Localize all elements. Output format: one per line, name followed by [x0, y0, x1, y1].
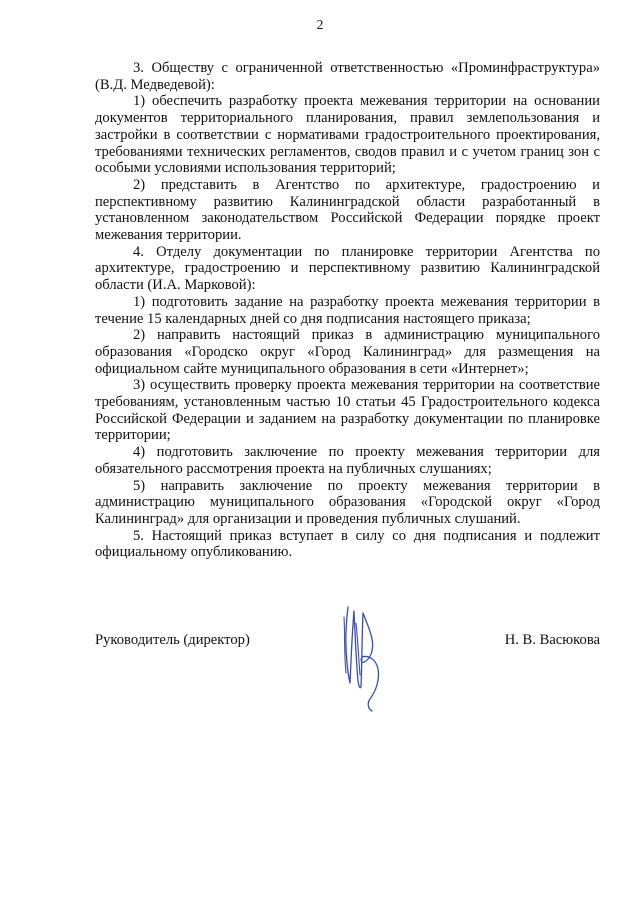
- document-body: [95, 60, 600, 561]
- paragraph-subitem-3-1: 1) обеспечить разработку проекта межевания территории на основании документов территориального планирования, правил землепользования и застройки в соответствии с нормативами градостроительного проектирования, требованиями технических регламентов, сводов правил и с учетом границ зон с особыми условиями использования территорий;: [95, 93, 600, 177]
- paragraph-item-4: 4. Отделу документации по планировке территории Агентства по архитектуре, градостроению и перспективному развитию Калининградской области (И.А. Марковой):: [95, 243, 600, 294]
- paragraph-item-5: 5. Настоящий приказ вступает в силу со дня подписания и подлежит официальному опубликованию.: [95, 527, 600, 561]
- paragraph-subitem-4-3: 3) осуществить проверку проекта межевания территории на соответствие требованиям, установленным частью 10 статьи 45 Градостроительного кодекса Российской Федерации и заданием на разработку документации по планировке территории;: [95, 377, 600, 444]
- page-number: 2: [316, 17, 324, 32]
- paragraph-subitem-4-1: 1) подготовить задание на разработку проекта межевания территории в течение 15 календарных дней со дня подписания настоящего приказа;: [95, 293, 600, 327]
- paragraph-subitem-4-5: 5) направить заключение по проекту межевания территории в администрацию муниципального образования «Городской округ «Город Калининград» для организации и проведения публичных слушаний.: [95, 477, 600, 527]
- paragraph-subitem-4-4: 4) подготовить заключение по проекту межевания территории для обязательного рассмотрения проекта на публичных слушаниях;: [95, 444, 600, 477]
- signatory-role: Руководитель (директор): [95, 632, 250, 648]
- paragraph-subitem-4-2: 2) направить настоящий приказ в администрацию муниципального образования «Городско округ «Город Калининград» для размещения на официальном сайте муниципального образования в сети «Интернет»;: [95, 327, 600, 377]
- handwritten-signature: [340, 603, 390, 715]
- paragraph-item-3: 3. Обществу с ограниченной ответственностью «Проминфраструктура» (В.Д. Медведевой):: [95, 60, 600, 93]
- signatory-name: Н. В. Васюкова: [504, 632, 600, 648]
- paragraph-subitem-3-2: 2) представить в Агентство по архитектуре, градостроению и перспективному развитию Калининградской области разработанный в установленном законодательством Российской Федерации порядке проект межевания территории.: [95, 176, 600, 244]
